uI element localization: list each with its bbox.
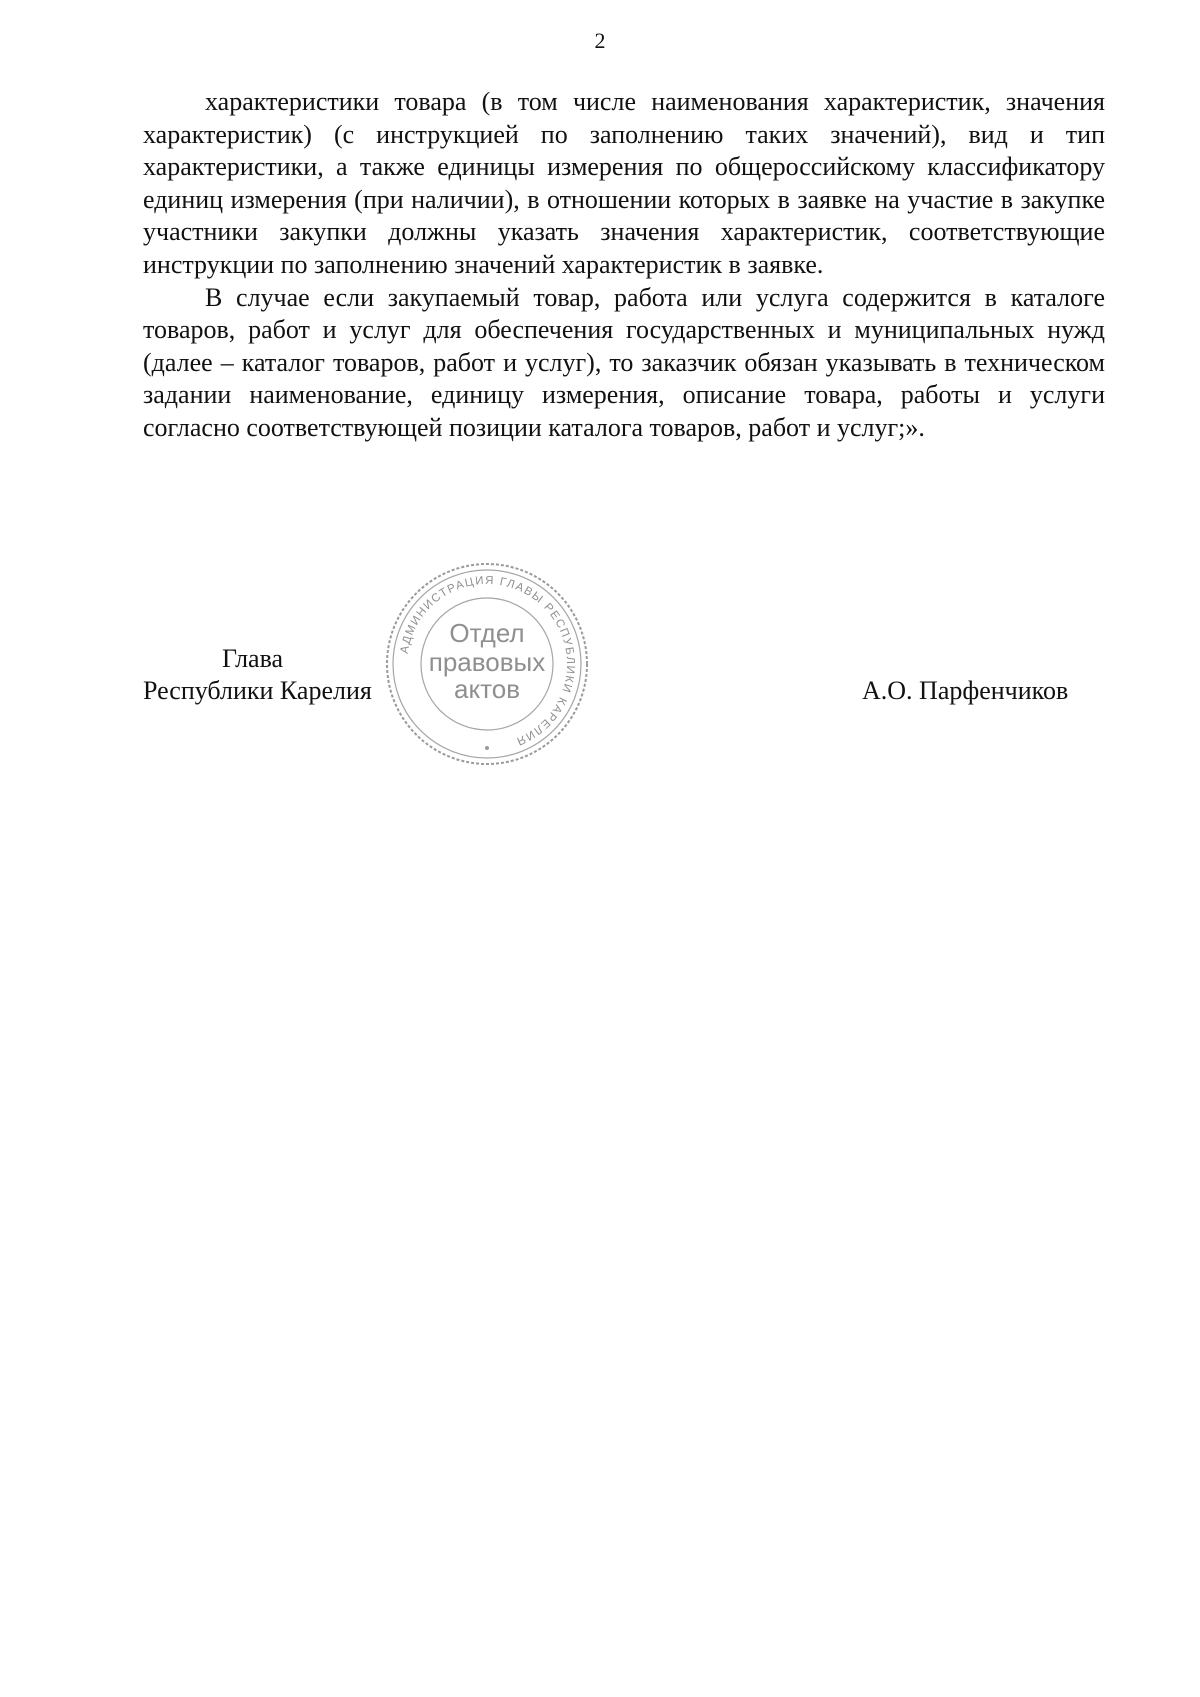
stamp-center-line2: правовых	[428, 647, 546, 677]
stamp-center-line1: Отдел	[449, 618, 525, 648]
official-stamp	[383, 560, 591, 768]
signature-block	[0, 0, 1200, 800]
stamp-graphic	[383, 560, 591, 768]
stamp-center-line3: актов	[453, 674, 521, 704]
stamp-ring-textpath: АДМИНИСТРАЦИЯ ГЛАВЫ РЕСПУБЛИКИ КАРЕЛИЯ	[398, 574, 577, 748]
page-number: 2	[594, 28, 606, 53]
signatory-name: А.О. Парфенчиков	[862, 676, 1069, 705]
paragraph-1: характеристики товара (в том числе наименования характеристик, значения характеристик) (с инструкцией по заполнению таких значений), вид и тип характеристики, а также единицы измерения по общероссийскому классификатору единиц измерения (при наличии), в отношении которых в заявке на участие в закупке участники закупки должны указать значения характеристик, соответствующие инструкции по заполнению значений характеристик в заявке.	[143, 87, 1105, 279]
paragraph-2: В случае если закупаемый товар, работа или услуга содержится в каталоге товаров, работ и услуг для обеспечения государственных и муниципальных нужд (далее – каталог товаров, работ и услуг), то заказчик обязан указывать в техническом задании наименование, единицу измерения, описание товара, работы и услуги согласно соответствующей позиции каталога товаров, работ и услуг;».	[143, 282, 1105, 442]
signatory-title-line2: Республики Карелия	[143, 676, 372, 705]
stamp-dot	[485, 746, 489, 750]
signatory-title-line1: Глава	[222, 644, 284, 673]
